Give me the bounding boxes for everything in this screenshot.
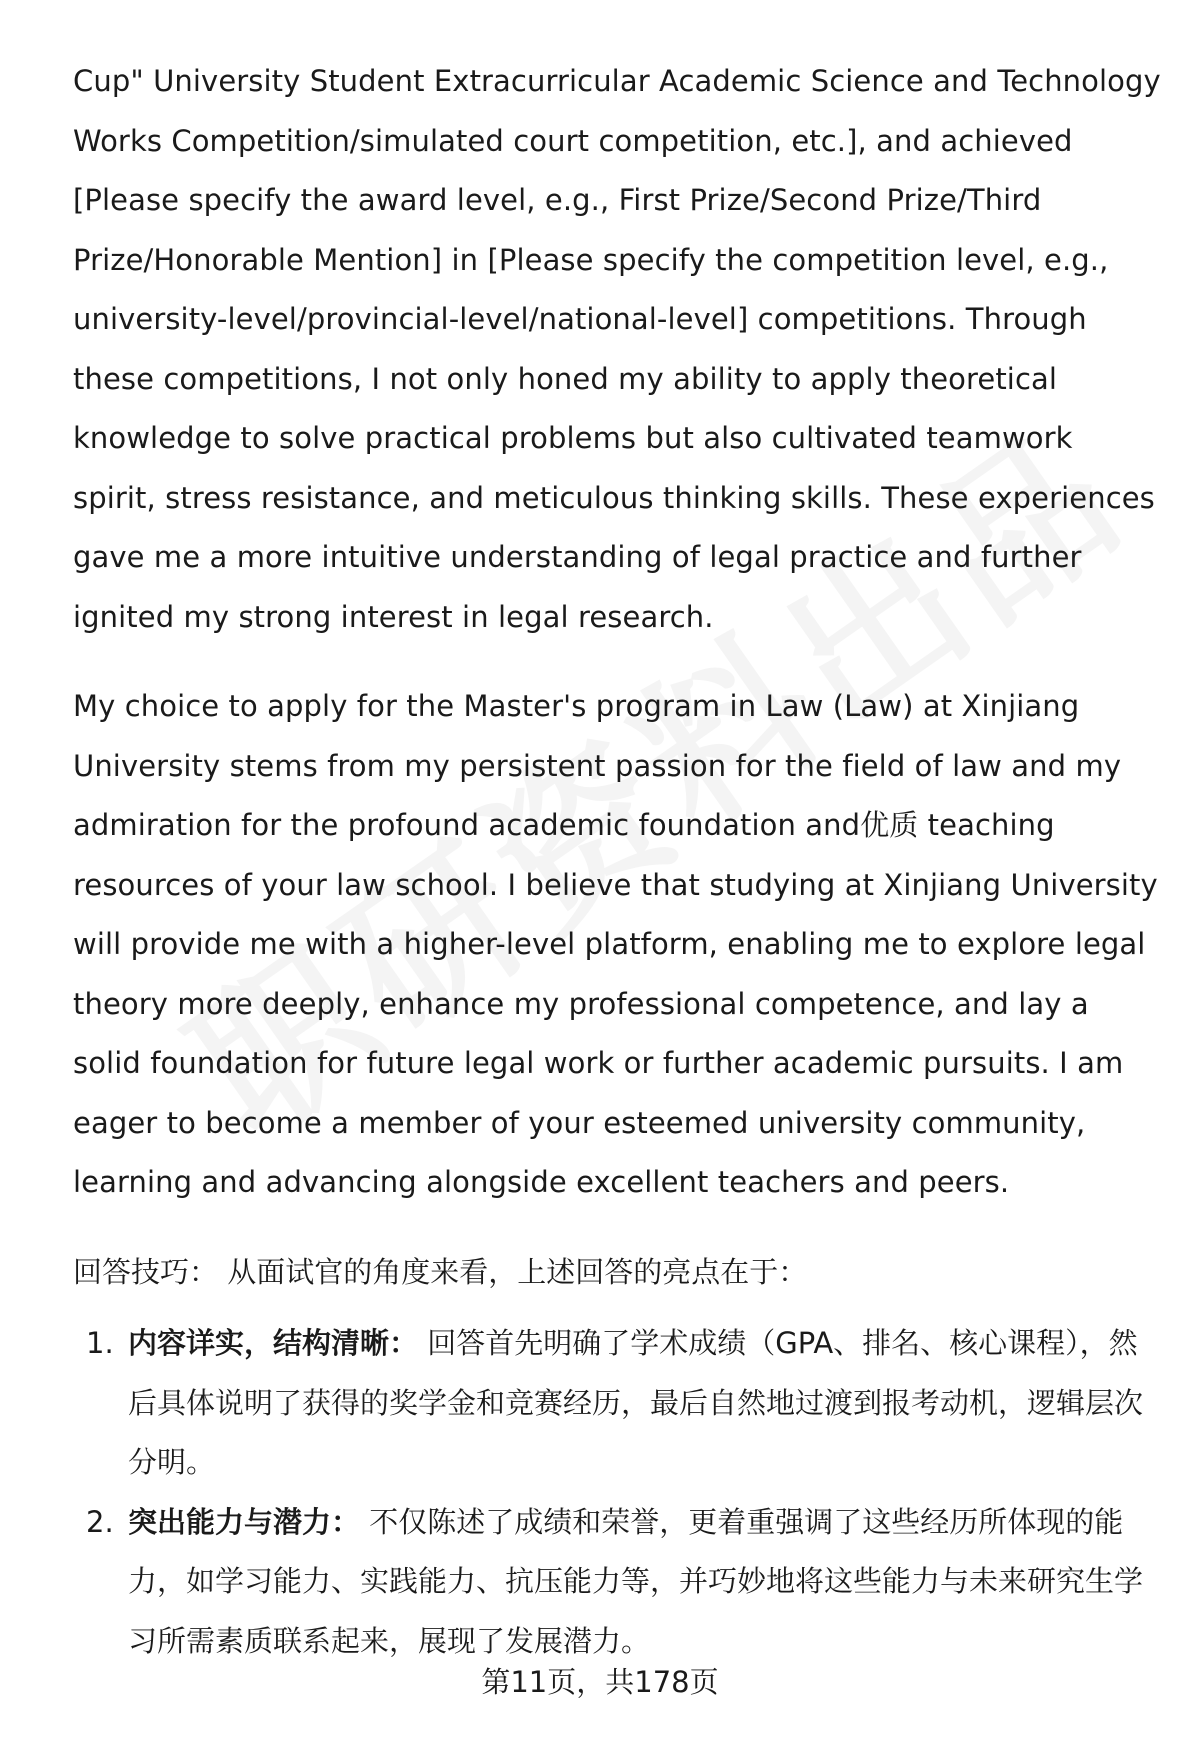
list-heading: 内容详实，结构清晰： xyxy=(128,1326,419,1360)
list-number: 2. xyxy=(86,1504,114,1539)
tips-intro: 回答技巧： 从面试官的角度来看，上述回答的亮点在于： xyxy=(73,1254,808,1289)
document-body xyxy=(73,52,1163,1671)
page-footer: 第11页，共178页 xyxy=(481,1665,719,1699)
list-item xyxy=(73,1493,1163,1672)
list-item xyxy=(73,1314,1163,1493)
list-number: 1. xyxy=(86,1326,114,1360)
list-text: 不仅陈述了成绩和荣誉，更着重强调了这些经历所体现的能力，如学习能力、实践能力、抗压能力等，并巧妙地将这些能力与未来研究生学习所需素质联系起来，展现了发展潜力。 xyxy=(128,1504,1144,1658)
list-text: 回答首先明确了学术成绩（GPA、排名、核心课程），然后具体说明了获得的奖学金和竞赛经历，最后自然地过渡到报考动机，逻辑层次分明。 xyxy=(128,1326,1144,1479)
paragraph-competitions: Cup" University Student Extracurricular Academic Science and Technology Works Competition/simulated court competition, etc.], and achieved [Please specify the award level, e.g., First Prize/Second Prize/Third Prize/Honorable Mention] in [Please specify the competition level, e.g., university-level/provincial-level/national-level] competitions. Through these competitions, I not only honed my ability to apply theoretical knowledge to solve practical problems but also cultivated teamwork spirit, stress resistance, and meticulous thinking skills. These experiences gave me a more intuitive understanding of legal practice and further ignited my strong interest in legal research. xyxy=(73,64,1161,634)
list-heading: 突出能力与潜力： xyxy=(128,1504,361,1539)
paragraph-motivation: My choice to apply for the Master's program in Law (Law) at Xinjiang University stems from my persistent passion for the field of law and my admiration for the profound academic foundation and优质 teaching resources of your law school. I believe that studying at Xinjiang University will provide me with a higher-level platform, enabling me to explore legal theory more deeply, enhance my professional competence, and lay a solid foundation for future legal work or further academic pursuits. I am eager to become a member of your esteemed university community, learning and advancing alongside excellent teachers and peers. xyxy=(73,689,1158,1199)
tips-list xyxy=(73,1314,1163,1671)
